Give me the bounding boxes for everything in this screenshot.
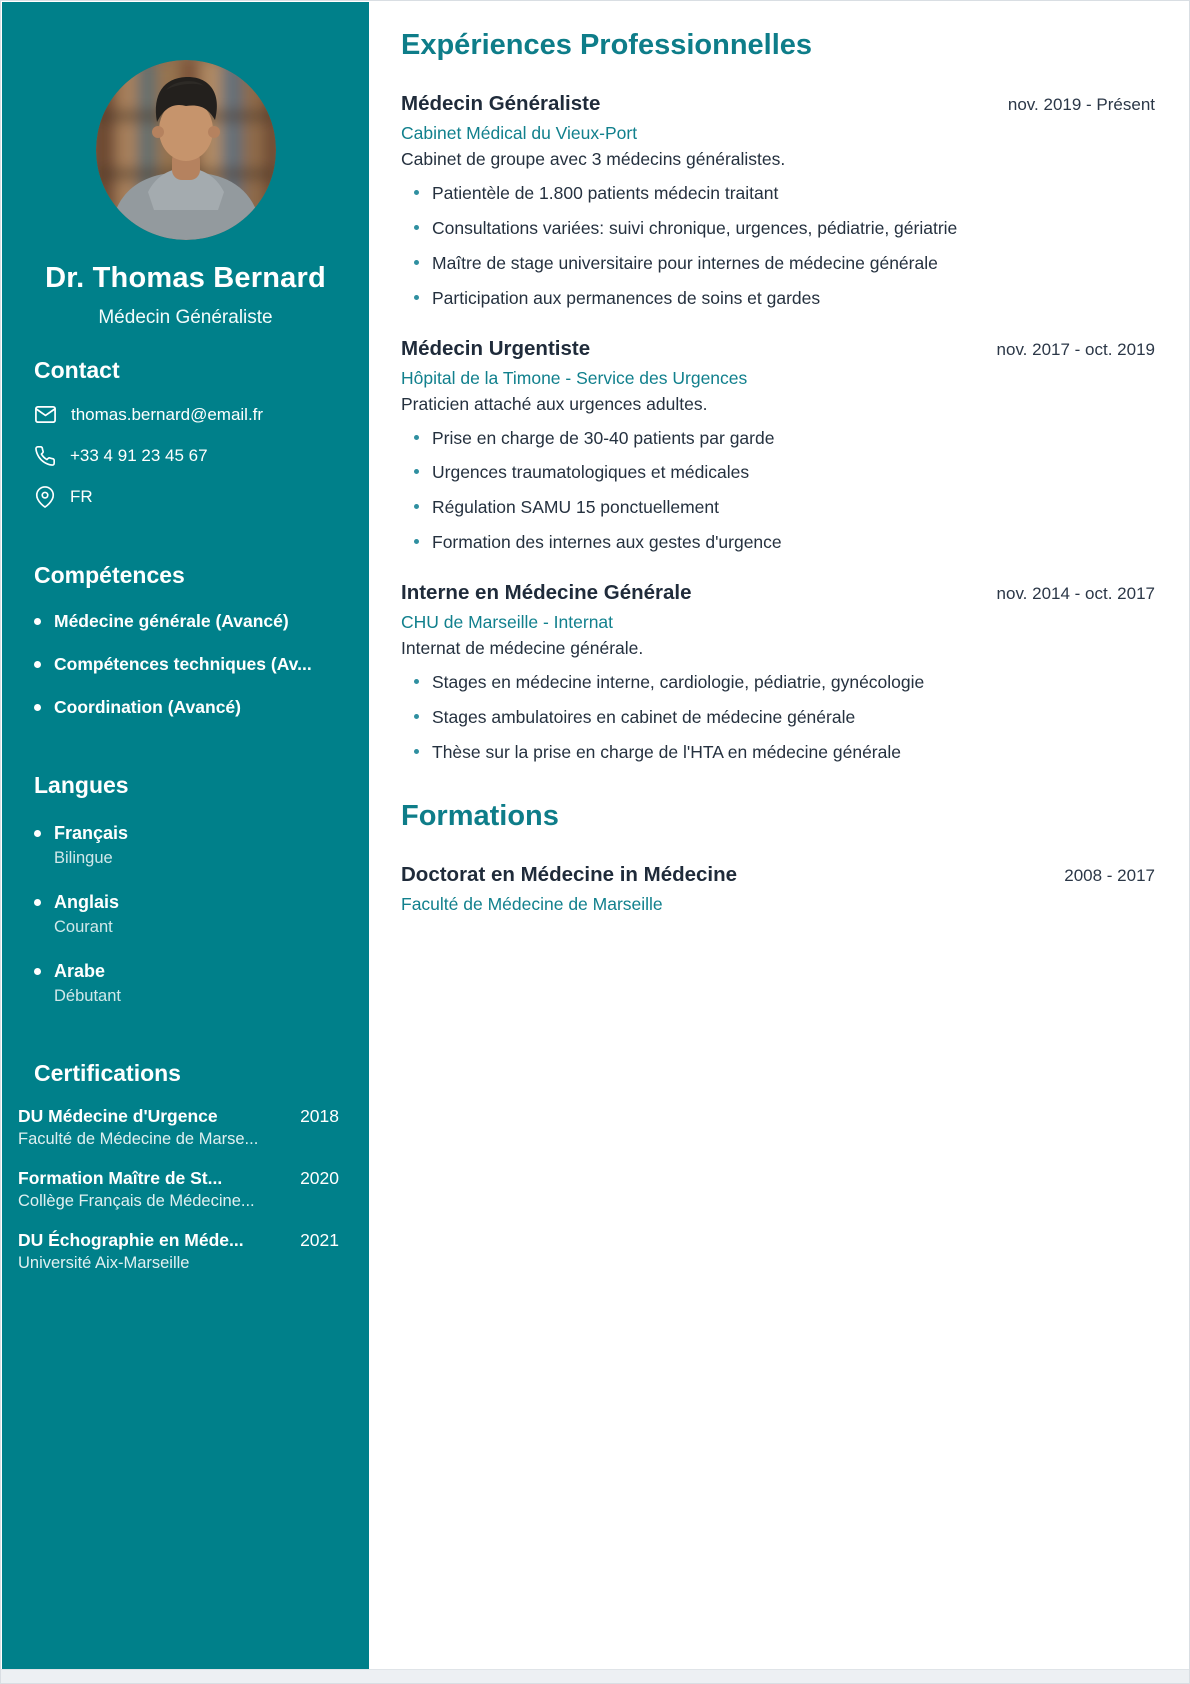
job-bullet-text: Régulation SAMU 15 ponctuellement [432, 497, 719, 518]
job-summary: Internat de médecine générale. [401, 638, 644, 658]
job-bullet-text: Maître de stage universitaire pour internes de médecine générale [432, 252, 938, 273]
contact-email: thomas.bernard@email.fr [71, 404, 264, 424]
profile-photo [96, 60, 276, 240]
language-name: Anglais [54, 892, 120, 912]
certifications-section [2, 1060, 369, 1273]
job-dates: nov. 2017 - oct. 2019 [996, 339, 1155, 359]
job-bullet-list [401, 672, 1155, 764]
contact-location: FR [70, 487, 93, 506]
job-title: Médecin Généraliste [401, 92, 601, 115]
experience-item [401, 337, 1155, 555]
skills-heading: Compétences [34, 562, 185, 588]
job-bullet [401, 253, 1155, 275]
profile-photo-illustration [96, 60, 276, 240]
certification-year: 2020 [300, 1168, 339, 1188]
bullet-icon [414, 295, 419, 300]
experience-heading: Expériences Professionnelles [401, 29, 813, 61]
job-header [401, 581, 1155, 605]
skill-label: Coordination (Avancé) [54, 697, 241, 717]
contact-heading: Contact [34, 357, 120, 383]
languages-section [2, 772, 369, 1006]
job-summary: Praticien attaché aux urgences adultes. [401, 393, 708, 414]
bullet-icon [414, 225, 419, 230]
location-icon [34, 486, 56, 508]
education-school: Faculté de Médecine de Marseille [401, 893, 663, 914]
language-level: Bilingue [54, 849, 113, 867]
bullet-icon [34, 830, 41, 837]
skills-section [2, 562, 369, 718]
job-bullet-text: Stages ambulatoires en cabinet de médecine générale [432, 706, 856, 727]
bullet-icon [414, 504, 419, 509]
language-level: Débutant [54, 987, 121, 1005]
experience-item [401, 92, 1155, 310]
language-item [34, 823, 337, 868]
job-bullet [401, 742, 1155, 764]
job-bullet-text: Thèse sur la prise en charge de l'HTA en médecine générale [432, 741, 901, 762]
skill-item [34, 697, 337, 718]
language-name-row [34, 892, 337, 913]
skill-label: Médecine générale (Avancé) [54, 611, 289, 631]
bullet-icon [414, 469, 419, 474]
bullet-icon [414, 539, 419, 544]
bullet-icon [414, 190, 419, 195]
language-name-row [34, 823, 337, 844]
skill-item [34, 654, 337, 675]
job-bullet-text: Urgences traumatologiques et médicales [432, 462, 750, 483]
bullet-icon [414, 435, 419, 440]
person-name: Dr. Thomas Bernard [45, 262, 326, 294]
job-summary: Cabinet de groupe avec 3 médecins généralistes. [401, 149, 786, 169]
job-company: CHU de Marseille - Internat [401, 612, 614, 632]
contact-email-row [34, 403, 337, 426]
certification-title-row [18, 1106, 339, 1127]
education-header [401, 863, 1155, 887]
job-bullet-text: Patientèle de 1.800 patients médecin traitant [432, 183, 779, 203]
certification-title-row [18, 1230, 339, 1251]
bullet-icon [414, 714, 419, 719]
job-bullet-text: Prise en charge de 30-40 patients par garde [432, 427, 775, 448]
language-name: Arabe [54, 961, 106, 981]
phone-icon [34, 445, 56, 467]
certification-year: 2021 [300, 1230, 339, 1250]
languages-heading: Langues [34, 772, 129, 798]
job-bullet [401, 707, 1155, 729]
bullet-icon [414, 260, 419, 265]
job-title: Médecin Urgentiste [401, 336, 591, 360]
bullet-icon [34, 618, 41, 625]
job-title: Interne en Médecine Générale [401, 581, 692, 604]
job-bullet [401, 428, 1155, 450]
language-name-row [34, 961, 337, 982]
certification-item [2, 1230, 369, 1273]
certification-title: DU Échographie en Méde... [18, 1230, 244, 1250]
job-bullet [401, 672, 1155, 694]
job-bullet-text: Stages en médecine interne, cardiologie, pédiatrie, gynécologie [432, 672, 925, 692]
job-company: Cabinet Médical du Vieux-Port [401, 123, 638, 143]
certifications-heading: Certifications [34, 1060, 181, 1086]
contact-phone-row [34, 445, 337, 467]
job-bullet-list [401, 183, 1155, 310]
experience-item [401, 581, 1155, 764]
bullet-icon [34, 704, 41, 711]
job-bullet-text: Formation des internes aux gestes d'urgence [432, 532, 782, 553]
job-bullet [401, 497, 1155, 519]
certification-item [2, 1168, 369, 1211]
certification-org: Faculté de Médecine de Marse... [18, 1130, 259, 1148]
language-level: Courant [54, 918, 113, 936]
contact-location-row [34, 486, 337, 508]
job-bullet [401, 288, 1155, 310]
bullet-icon [34, 899, 41, 906]
education-item [401, 863, 1155, 915]
job-bullet [401, 183, 1155, 205]
certification-org: Université Aix-Marseille [18, 1254, 190, 1272]
job-bullet-list [401, 428, 1155, 555]
certification-title: DU Médecine d'Urgence [18, 1106, 218, 1126]
contact-phone: +33 4 91 23 45 67 [70, 446, 208, 465]
contact-section [2, 357, 369, 508]
bullet-icon [414, 749, 419, 754]
job-bullet-text: Participation aux permanences de soins et gardes [432, 287, 821, 308]
job-dates: nov. 2019 - Présent [1007, 95, 1155, 114]
job-bullet [401, 218, 1155, 240]
certification-org: Collège Français de Médecine... [18, 1192, 255, 1210]
language-item [34, 961, 337, 1006]
job-header [401, 337, 1155, 361]
skill-label: Compétences techniques (Av... [54, 654, 312, 674]
email-icon [34, 403, 57, 426]
main-content [369, 2, 1188, 942]
page-bottom-strip [1, 1669, 1189, 1683]
language-item [34, 892, 337, 937]
bullet-icon [414, 679, 419, 684]
job-bullet [401, 532, 1155, 554]
language-name: Français [54, 823, 129, 843]
job-dates: nov. 2014 - oct. 2017 [996, 584, 1155, 603]
sidebar [2, 2, 369, 1671]
certification-year: 2018 [300, 1106, 339, 1126]
bullet-icon [34, 968, 41, 975]
education-heading: Formations [401, 799, 559, 832]
job-bullet [401, 462, 1155, 484]
education-dates: 2008 - 2017 [1064, 865, 1155, 885]
job-header [401, 92, 1155, 116]
certification-title-row [18, 1168, 339, 1189]
certification-item [2, 1106, 369, 1149]
job-company: Hôpital de la Timone - Service des Urgences [401, 367, 748, 388]
certification-title: Formation Maître de St... [18, 1168, 223, 1188]
education-title: Doctorat en Médecine in Médecine [401, 862, 738, 886]
job-bullet-text: Consultations variées: suivi chronique, urgences, pédiatrie, gériatrie [432, 217, 958, 238]
bullet-icon [34, 661, 41, 668]
person-title: Médecin Généraliste [98, 307, 273, 328]
skill-item [34, 611, 337, 632]
